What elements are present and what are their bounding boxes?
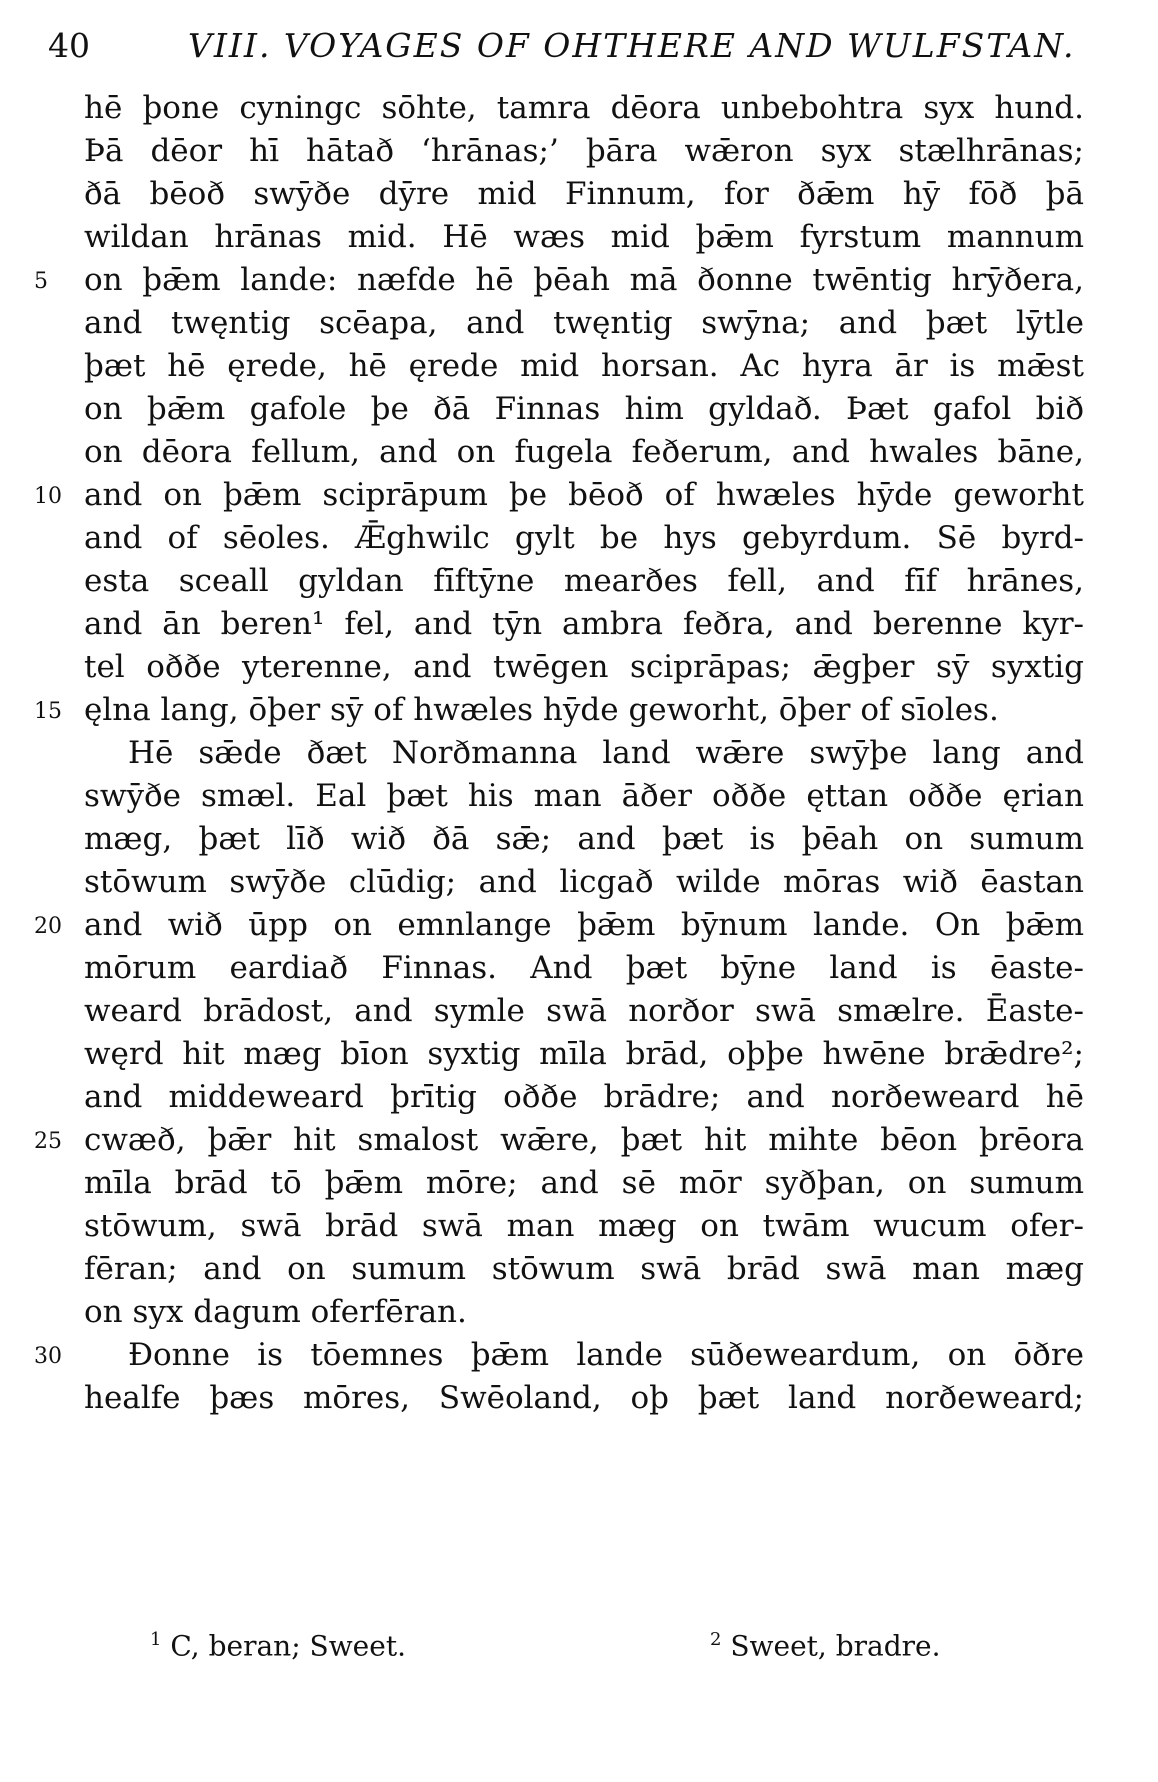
text-line: healfe þæs mōres, Swēoland, oþ þæt land norðeweard; <box>84 1380 1084 1416</box>
text-line: Þā dēor hī hātað ‘hrānas;’ þāra wǣron syx stælhrānas; <box>84 133 1084 169</box>
text-line: mīla brād tō þǣm mōre; and sē mōr syðþan, on sumum <box>84 1165 1084 1201</box>
text-line: ðā bēoð swȳðe dȳre mid Finnum, for ðǣm hȳ fōð þā <box>84 176 1084 212</box>
text-line: þæt hē ęrede, hē ęrede mid horsan. Ac hyra ār is mǣst <box>84 348 1084 384</box>
line-number: 20 <box>34 914 62 939</box>
text-line: and on þǣm sciprāpum þe bēoð of hwæles hȳde geworht <box>84 477 1084 513</box>
footnote-mark: 1 <box>150 1629 162 1650</box>
text-line: and twęntig scēapa, and twęntig swȳna; and þæt lȳtle <box>84 305 1084 341</box>
text-line: weard brādost, and symle swā norðor swā smælre. Ēaste- <box>84 993 1084 1029</box>
text-line: Ðonne is tōemnes þǣm lande sūðeweardum, on ōðre <box>128 1337 1084 1373</box>
text-line: cwæð, þǣr hit smalost wǣre, þæt hit mihte bēon þrēora <box>84 1122 1084 1158</box>
text-line: on dēora fellum, and on fugela feðerum, and hwales bāne, <box>84 434 1084 470</box>
running-title: VIII. VOYAGES OF OHTHERE AND WULFSTAN. <box>188 26 1076 65</box>
text-line: on þǣm gafole þe ðā Finnas him gyldað. Þæt gafol bið <box>84 391 1084 427</box>
text-line: swȳðe smæl. Eal þæt his man āðer oððe ęttan oððe ęrian <box>84 778 1084 814</box>
running-header <box>48 20 1118 72</box>
text-line: stōwum, swā brād swā man mæg on twām wucum ofer- <box>84 1208 1084 1244</box>
text-line: wildan hrānas mid. Hē wæs mid þǣm fyrstum mannum <box>84 219 1084 255</box>
footnote-text: Sweet, bradre. <box>730 1629 941 1663</box>
text-line: mæg, þæt līð wið ðā sǣ; and þæt is þēah on sumum <box>84 821 1084 857</box>
footnotes <box>150 1615 1050 1665</box>
text-line: tel oððe yterenne, and twēgen sciprāpas; ǣgþer sȳ syxtig <box>84 649 1084 685</box>
text-line: Hē sǣde ðæt Norðmanna land wǣre swȳþe lang and <box>128 735 1084 771</box>
text-line: mōrum eardiað Finnas. And þæt bȳne land is ēaste- <box>84 950 1084 986</box>
text-line: and of sēoles. Ǣghwilc gylt be hys gebyrdum. Sē byrd- <box>84 520 1084 556</box>
line-number: 15 <box>34 699 62 724</box>
line-number: 30 <box>34 1344 62 1369</box>
text-line: ęlna lang, ōþer sȳ of hwæles hȳde geworht, ōþer of sīoles. <box>84 692 999 728</box>
text-line: hē þone cyningc sōhte, tamra dēora unbebohtra syx hund. <box>84 90 1084 126</box>
text-line: and wið ūpp on emnlange þǣm bȳnum lande. On þǣm <box>84 907 1084 943</box>
text-line: and ān beren¹ fel, and tȳn ambra feðra, and berenne kyr- <box>84 606 1084 642</box>
footnote <box>150 1615 406 1671</box>
line-number: 5 <box>34 269 48 294</box>
footnote <box>710 1615 940 1671</box>
text-line: on þǣm lande: næfde hē þēah mā ðonne twēntig hrȳðera, <box>84 262 1084 298</box>
text-line: esta sceall gyldan fīftȳne mearðes fell, and fīf hrānes, <box>84 563 1084 599</box>
text-line: stōwum swȳðe clūdig; and licgað wilde mōras wið ēastan <box>84 864 1084 900</box>
text-line: and middeweard þrītig oððe brādre; and norðeweard hē <box>84 1079 1084 1115</box>
text-line: on syx dagum oferfēran. <box>84 1294 467 1330</box>
footnote-mark: 2 <box>710 1629 722 1650</box>
line-number: 25 <box>34 1129 62 1154</box>
page-number: 40 <box>48 26 90 65</box>
line-number: 10 <box>34 484 62 509</box>
text-line: węrd hit mæg bīon syxtig mīla brād, oþþe hwēne brǣdre²; <box>84 1036 1084 1072</box>
text-line: fēran; and on sumum stōwum swā brād swā man mæg <box>84 1251 1084 1287</box>
footnote-text: C, beran; Sweet. <box>170 1629 406 1663</box>
